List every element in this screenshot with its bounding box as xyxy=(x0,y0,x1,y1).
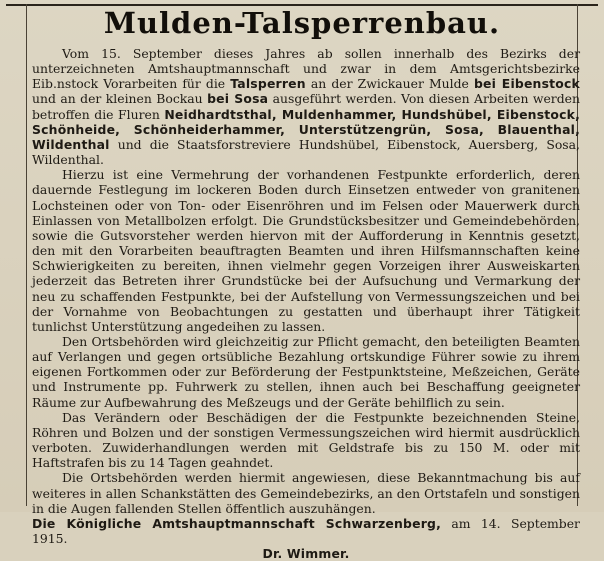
notice-title: Mulden-Talsperrenbau. xyxy=(103,6,501,40)
p1-text-4: ausgeführt werden. Von diesen Arbeiten werden betroffen die Fluren xyxy=(32,91,580,122)
paragraph-5: Die Ortsbehörden werden hiermit angewiesen, diese Bekanntmachung bis auf weiteres in allen Schankstätten des Gemeindebezirks, an den Ortstafeln und sonstigen in die Augen fallenden Stellen öffentlich auszuhängen. xyxy=(32,470,580,516)
p1-text-1: Vom 15. September dieses Jahres ab sollen innerhalb des Bezirks der unterzeichneten Amtshauptmannschaft und zwar in dem Amtsgerichtsbezirke Eib.nstock Vorarbeiten für die xyxy=(32,46,580,92)
p1-bold-eibenstock: bei Eibenstock xyxy=(473,76,580,92)
p1-bold-talsperren: Talsperren xyxy=(230,76,306,92)
signature-date: am 14. September 1915. xyxy=(32,515,580,546)
paragraph-4: Das Verändern oder Beschädigen der die Festpunkte bezeichnenden Steine, Röhren und Bolzen und der sonstigen Vermessungszeichen wird hiermit ausdrücklich verboten. Zuwiderhandlungen werden mit Geldstrafe bis zu 150 M. oder mit Haftstrafen bis zu 14 Tagen geahndet. xyxy=(32,409,580,471)
p1-text-2: an der Zwickauer Mulde xyxy=(305,76,474,92)
p1-text-5: und die Staatsforstreviere Hundshübel, Eibenstock, Auersberg, Sosa, Wildenthal. xyxy=(32,136,580,168)
paragraph-2: Hierzu ist eine Vermehrung der vorhandenen Festpunkte erforderlich, deren dauernde Festlegung im lockeren Boden durch Einsetzen entweder von granitenen Lochsteinen oder von Ton- oder Eisenröhren und im Felsen oder Mauerwerk durch Einlassen von Metallbolzen erfolgt. Die Grundstücksbesitzer und Gemeindebehörden, sowie die Gutsvorsteher werden hiervon mit der Aufforderung in Kenntnis gesetzt, den mit den Vorarbeiten beauftragten Beamten und ihren Hilfsmannschaften keine Schwierigkeiten zu bereiten, ihnen vielmehr gegen Vorzeigen ihrer Ausweiskarten jederzeit das Betreten ihrer Grundstücke bei der Aufsuchung und Vermarkung der neu zu schaffenden Festpunkte, bei der Aufstellung von Vermessungszeichen und bei der Vornahme von Beobachtungen zu gestatten und überhaupt ihrer Tätigkeit tunlichst Unterstützung angedeihen zu lassen. xyxy=(32,167,580,334)
signature-name-line xyxy=(32,546,580,561)
p1-bold-fluren: Neidhardtsthal, Muldenhammer, Hundshübel, Eibenstock, Schönheide, Schönheiderhammer, Unterstützengrün, Sosa, Blauenthal, Wildenthal xyxy=(32,106,580,152)
signature-name: Dr. Wimmer. xyxy=(262,546,350,561)
signature-line xyxy=(32,516,580,546)
paragraph-1 xyxy=(32,46,580,167)
signature-authority: Die Königliche Amtshauptmannschaft Schwarzenberg, xyxy=(32,515,442,531)
notice-body xyxy=(32,46,580,561)
p1-bold-sosa: bei Sosa xyxy=(207,91,269,107)
paragraph-3: Den Ortsbehörden wird gleichzeitig zur Pflicht gemacht, den beteiligten Beamten auf Verlangen und gegen ortsübliche Bezahlung ortskundige Führer sowie zu ihrem eigenen Fortkommen oder zur Beförderung der Festpunktsteine, Meßzeichen, Geräte und Instrumente pp. Fuhrwerk zu stellen, ihnen auch bei Beschaffung geeigneter Räume zur Aufbewahrung des Meßzeugs und der Geräte behilflich zu sein. xyxy=(32,333,580,410)
left-column-rule xyxy=(26,4,27,506)
p1-text-3: und an der kleinen Bockau xyxy=(32,91,208,107)
